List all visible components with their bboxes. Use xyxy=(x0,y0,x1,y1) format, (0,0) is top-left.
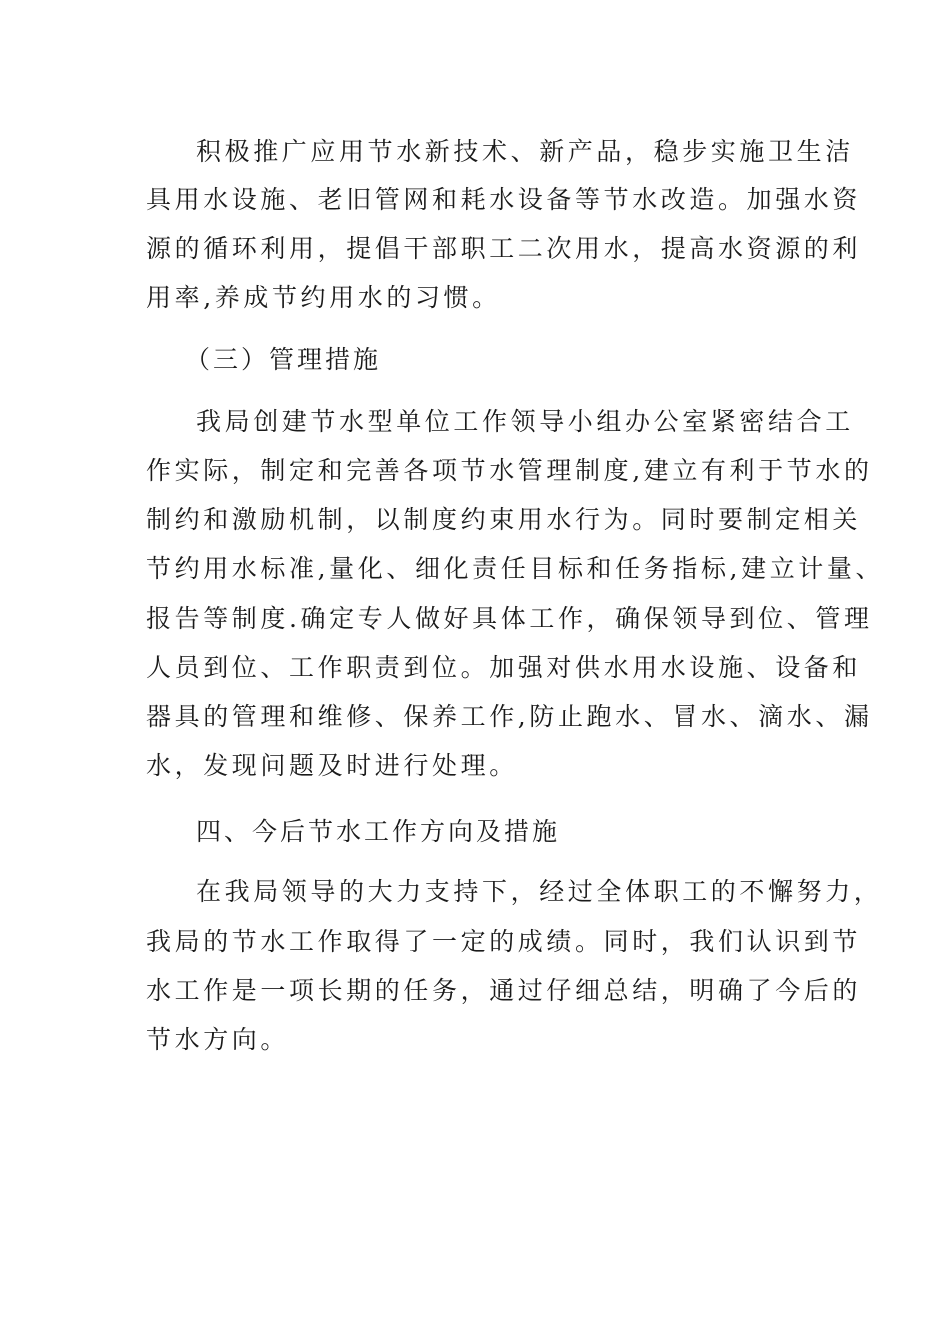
paragraph-line: 水工作是一项长期的任务，通过仔细总结，明确了今后的 xyxy=(146,976,862,1005)
paragraph-line: 制约和激励机制，以制度约束用水行为。同时要制定相关 xyxy=(146,505,862,534)
paragraph-line: 器具的管理和维修、保养工作,防止跑水、冒水、滴水、漏 xyxy=(146,702,873,731)
paragraph-line: 用率,养成节约用水的习惯。 xyxy=(146,283,501,312)
section-heading-future-direction: 四、今后节水工作方向及措施 xyxy=(196,817,561,846)
paragraph-line: 节水方向。 xyxy=(146,1025,290,1054)
paragraph-line: 水，发现问题及时进行处理。 xyxy=(146,751,518,780)
paragraph-line: 源的循环利用，提倡干部职工二次用水，提高水资源的利 xyxy=(146,234,862,263)
paragraph-line: 积极推广应用节水新技术、新产品，稳步实施卫生洁 xyxy=(196,137,854,166)
paragraph-line: 节约用水标准,量化、细化责任目标和任务指标,建立计量、 xyxy=(146,554,885,583)
paragraph-line: 我局创建节水型单位工作领导小组办公室紧密结合工 xyxy=(196,407,854,436)
section-heading-management: （三）管理措施 xyxy=(185,345,382,374)
paragraph-line: 报告等制度.确定专人做好具体工作，确保领导到位、管理 xyxy=(146,604,873,633)
paragraph-line: 我局的节水工作取得了一定的成绩。同时，我们认识到节 xyxy=(146,927,862,956)
paragraph-line: 在我局领导的大力支持下，经过全体职工的不懈努力， xyxy=(196,877,883,906)
paragraph-line: 人员到位、工作职责到位。加强对供水用水设施、设备和 xyxy=(146,653,862,682)
paragraph-line: 具用水设施、老旧管网和耗水设备等节水改造。加强水资 xyxy=(146,185,862,214)
paragraph-line: 作实际，制定和完善各项节水管理制度,建立有利于节水的 xyxy=(146,456,873,485)
